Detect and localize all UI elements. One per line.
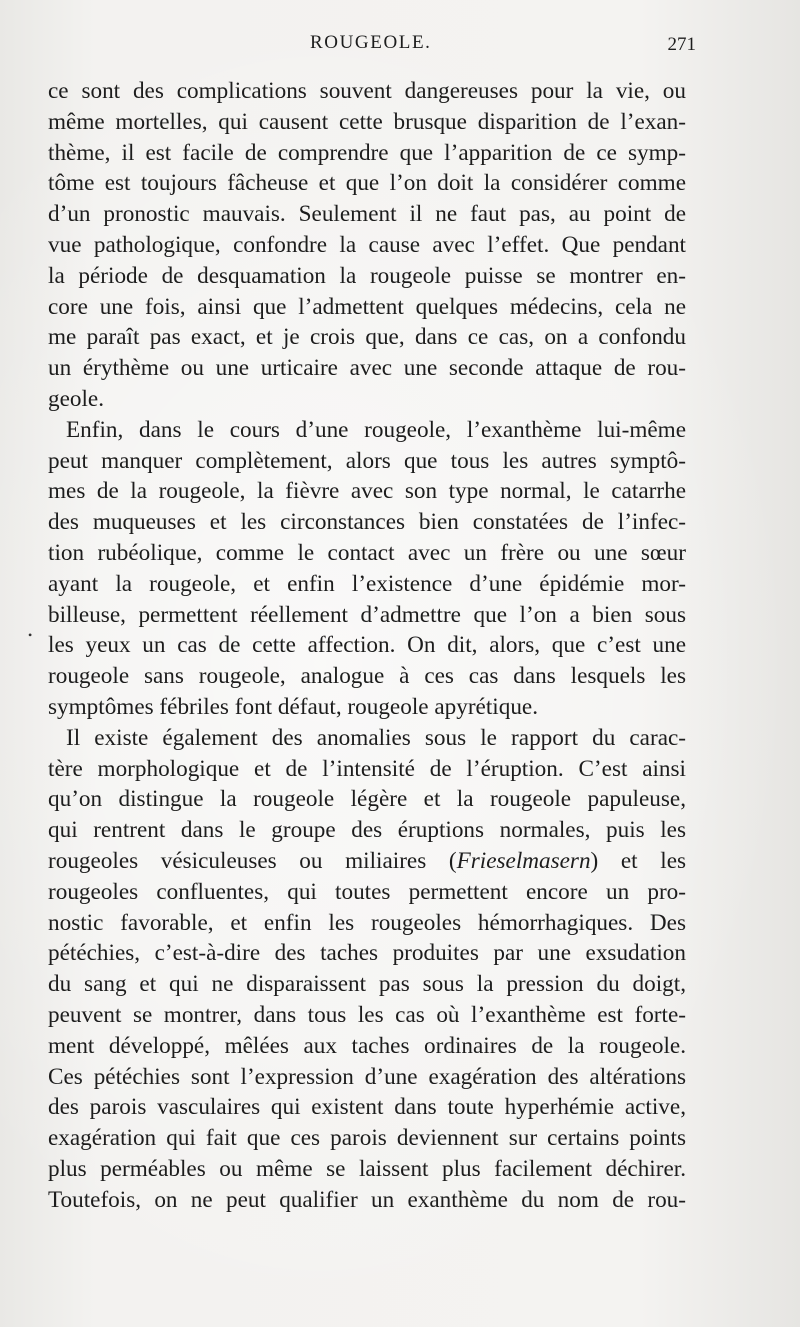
- text-line: du sang et qui ne disparaissent pas sous la pression du doigt,: [48, 971, 686, 998]
- body-text: [48, 76, 686, 1215]
- text-line: Enfin, dans le cours d’une rougeole, l’exanthème lui-même: [66, 416, 686, 443]
- text-line: vue pathologique, confondre la cause avec l’effet. Que pendant: [48, 231, 686, 258]
- text-line: rougeole sans rougeole, analogue à ces cas dans lesquels les: [48, 663, 686, 690]
- text-line: [48, 846, 686, 877]
- text-line: Ces pétéchies sont l’expression d’une exagération des altérations: [48, 1063, 686, 1090]
- text-line: les yeux un cas de cette affection. On dit, alors, que c’est une: [48, 632, 686, 659]
- paragraph: [48, 723, 686, 1216]
- text-line: tère morphologique et de l’intensité de l’éruption. C’est ainsi: [48, 755, 686, 782]
- text-line: billeuse, permettent réellement d’admettre que l’on a bien sous: [48, 601, 686, 628]
- text-line: des muqueuses et les circonstances bien constatées de l’infec-: [48, 509, 686, 536]
- text-line: des parois vasculaires qui existent dans toute hyperhémie active,: [48, 1094, 686, 1121]
- margin-mark: •: [28, 628, 33, 642]
- text-line: ment développé, mêlées aux taches ordinaires de la rougeole.: [48, 1032, 686, 1059]
- text-line: rougeoles confluentes, qui toutes permettent encore un pro-: [48, 878, 686, 905]
- text-line: d’un pronostic mauvais. Seulement il ne faut pas, au point de: [48, 201, 686, 228]
- paragraph: [48, 415, 686, 723]
- text-line: thème, il est facile de comprendre que l’apparition de ce symp-: [48, 139, 686, 166]
- text-line: qui rentrent dans le groupe des éruptions normales, puis les: [48, 817, 686, 844]
- text-line: peut manquer complètement, alors que tous les autres symptô-: [48, 447, 686, 474]
- italic-term: Frieselmasern: [456, 847, 591, 874]
- running-head: ROUGEOLE.: [310, 32, 432, 53]
- text-line: ayant la rougeole, et enfin l’existence d’une épidémie mor-: [48, 570, 686, 597]
- text-line: me paraît pas exact, et je crois que, dans ce cas, on a confondu: [48, 324, 686, 351]
- text-line: même mortelles, qui causent cette brusque disparition de l’exan-: [48, 108, 686, 135]
- text-line: Toutefois, on ne peut qualifier un exanthème du nom de rou-: [48, 1186, 686, 1213]
- text-line: nostic favorable, et enfin les rougeoles hémorrhagiques. Des: [48, 909, 686, 936]
- text-line: symptômes fébriles font défaut, rougeole apyrétique.: [48, 693, 539, 720]
- text-fragment: rougeoles vésiculeuses ou miliaires (: [48, 847, 457, 874]
- text-line: qu’on distingue la rougeole légère et la rougeole papuleuse,: [48, 786, 686, 813]
- text-line: mes de la rougeole, la fièvre avec son type normal, le catarrhe: [48, 478, 686, 505]
- text-line: tion rubéolique, comme le contact avec un frère ou une sœur: [48, 539, 686, 566]
- text-line: core une fois, ainsi que l’admettent quelques médecins, cela ne: [48, 293, 686, 320]
- page-number: 271: [667, 34, 696, 55]
- text-line: exagération qui fait que ces parois deviennent sur certains points: [48, 1125, 686, 1152]
- paragraph: [48, 76, 686, 415]
- text-line: peuvent se montrer, dans tous les cas où l’exanthème est forte-: [48, 1001, 686, 1028]
- text-line: un érythème ou une urticaire avec une seconde attaque de rou-: [48, 355, 686, 382]
- text-line: ce sont des complications souvent dangereuses pour la vie, ou: [48, 78, 686, 104]
- text-line: plus perméables ou même se laissent plus facilement déchirer.: [48, 1155, 686, 1182]
- text-line: tôme est toujours fâcheuse et que l’on doit la considérer comme: [48, 170, 686, 197]
- text-line: pétéchies, c’est-à-dire des taches produites par une exsudation: [48, 940, 686, 967]
- page-header: [0, 30, 800, 60]
- text-fragment: ) et les: [590, 847, 687, 874]
- text-line: la période de desquamation la rougeole puisse se montrer en-: [48, 262, 686, 289]
- text-line: Il existe également des anomalies sous le rapport du carac-: [66, 724, 686, 751]
- text-line: geole.: [48, 385, 105, 412]
